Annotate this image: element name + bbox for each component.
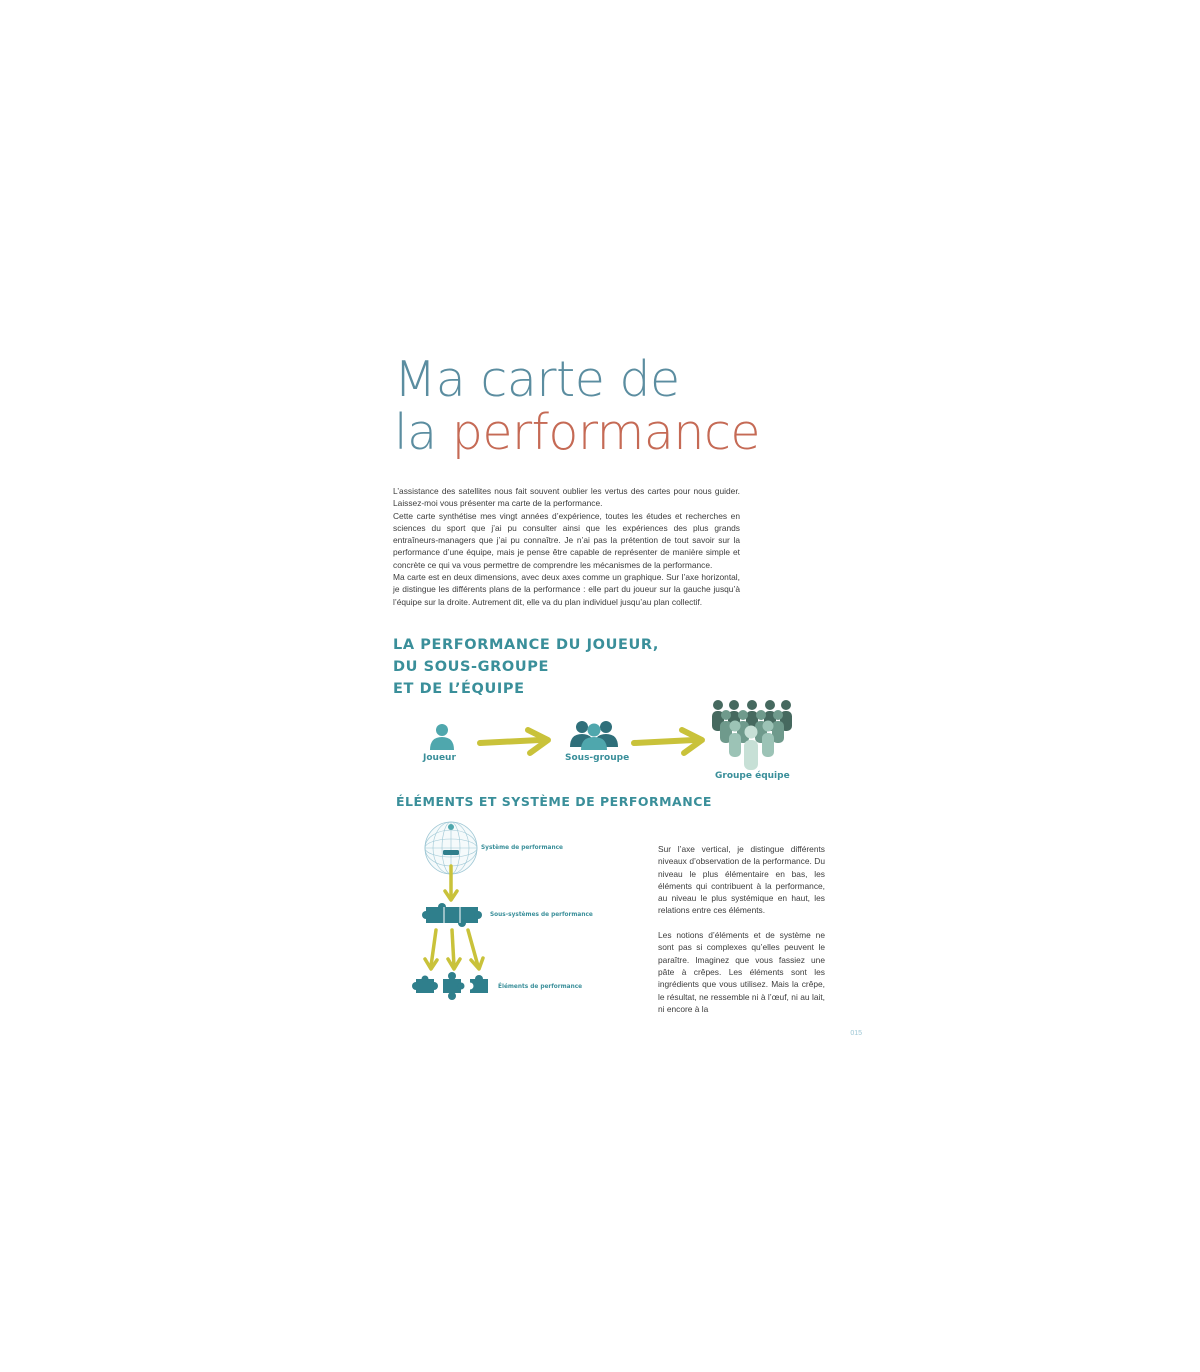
label-player: Joueur [423, 753, 456, 763]
player-icon [428, 723, 456, 751]
intro-paragraph: Cette carte synthétise mes vingt années d’expérience, toutes les études et recherches en sciences du sport que j’ai pu consulter ainsi que les expériences des plus grands entraîneurs-managers que j’ai pu connaître. Je n’ai pas la prétention de tout savoir sur la performance d’une équipe, mais je pense être capable de représenter de manière simple et concrète ce qui va vous permettre de comprendre les mécanismes de la performance. [393, 510, 740, 570]
label-elements: Éléments de performance [498, 984, 583, 990]
title-line-1 [394, 353, 760, 406]
page-title [394, 353, 760, 459]
section-heading-elements-system: ÉLÉMENTS ET SYSTÈME DE PERFORMANCE [396, 794, 712, 809]
puzzle-pieces-icon [412, 972, 492, 1002]
label-subsystems: Sous-systèmes de performance [490, 912, 593, 918]
title-word-ma-carte-de: Ma carte de [394, 351, 680, 408]
arrow-down-icon [444, 866, 458, 904]
label-system: Système de performance [481, 845, 563, 851]
arrow-right-icon [632, 727, 707, 757]
paragraph-spacer [658, 917, 825, 929]
column-paragraph: Les notions d’éléments et de système ne sont pas si complexes qu’elles peuvent le paraître. Imaginez que vous fassiez une pâte à crêpes. Les éléments sont les ingrédients que vous utilisez. Mais la crêpe, le résultat, ne ressemble ni à l’œuf, ni au lait, ni encore à la [658, 930, 825, 1014]
page-number: 015 [850, 1030, 862, 1037]
label-subgroup: Sous-groupe [565, 753, 630, 763]
label-team: Groupe équipe [715, 771, 790, 781]
intro-paragraph: Ma carte est en deux dimensions, avec deux axes comme un graphique. Sur l’axe horizontal, je distingue les différents plans de la performance : elle part du joueur sur la gauche jusqu’à l’équipe sur la droite. Autrement dit, elle va du plan individuel jusqu’au plan collectif. [393, 572, 740, 607]
title-word-performance: performance [451, 404, 761, 461]
arrow-right-icon [478, 727, 553, 757]
title-line-2 [394, 406, 760, 459]
book-page [350, 335, 875, 1035]
intro-paragraph: L’assistance des satellites nous fait souvent oublier les vertus des cartes pour nous guider. Laissez-moi vous présenter ma carte de la performance. [393, 486, 740, 509]
right-column-text [658, 843, 825, 1015]
arrows-down-icon [424, 928, 486, 974]
intro-text [393, 485, 740, 608]
puzzle-icon [422, 902, 482, 928]
subgroup-icon [570, 720, 618, 750]
heading-line: ET DE L’ÉQUIPE [393, 681, 525, 697]
section-heading-performance-levels [393, 634, 659, 700]
title-word-la: la [394, 404, 437, 461]
heading-line: LA PERFORMANCE DU JOUEUR, [393, 637, 659, 653]
column-paragraph: Sur l’axe vertical, je distingue différents niveaux d’observation de la performance. Du niveau le plus élémentaire en bas, les éléments qui contribuent à la performance, au niveau le plus systémique en haut, les relations entre ces éléments. [658, 844, 825, 916]
heading-line: DU SOUS-GROUPE [393, 659, 549, 675]
team-icon [710, 699, 794, 771]
